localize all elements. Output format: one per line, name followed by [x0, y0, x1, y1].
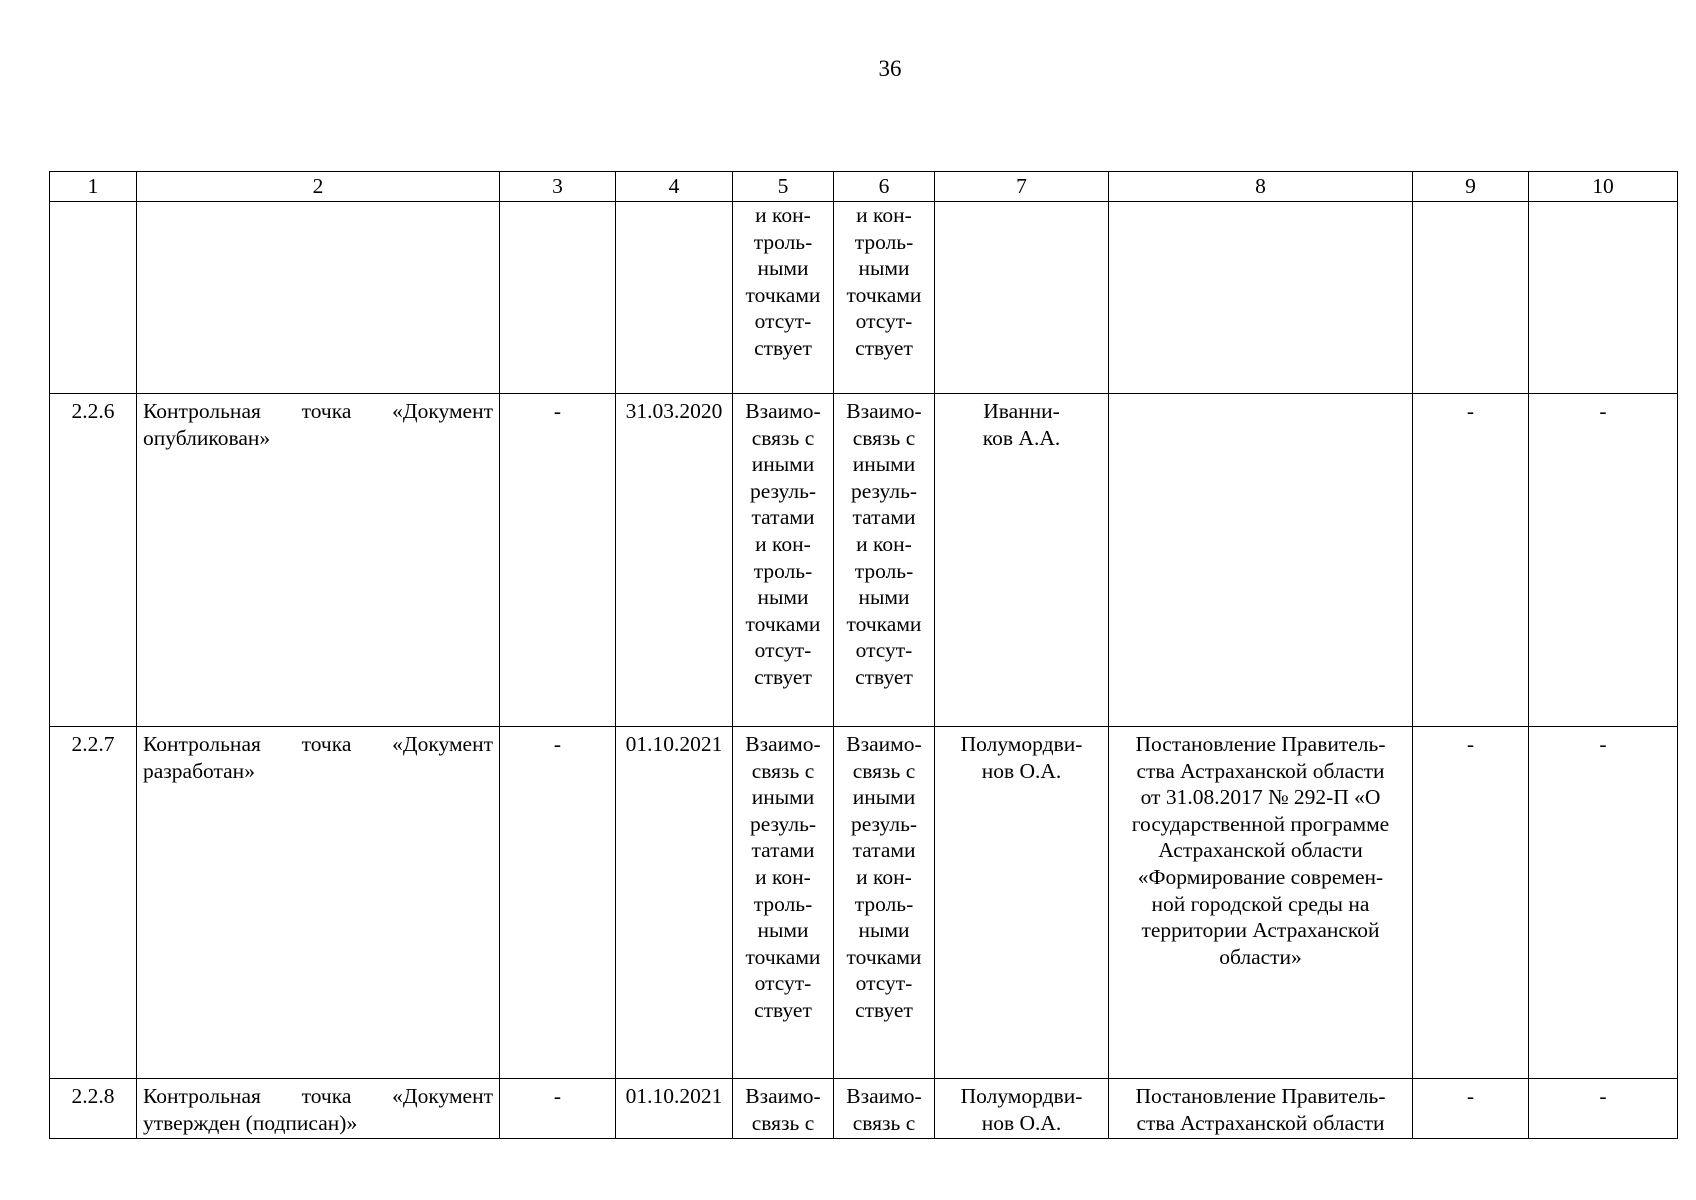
- column-header: 2: [137, 172, 500, 202]
- row-date: [616, 202, 733, 394]
- column-header: 7: [935, 172, 1109, 202]
- column-header: 8: [1109, 172, 1413, 202]
- row-col6: Взаимо- связь с иными резуль- татами и кон- троль- ными точками отсут- ствует: [834, 727, 935, 1079]
- row-col9: [1413, 202, 1529, 394]
- row-name: Контрольная точка «Документ опубликован»: [137, 394, 500, 727]
- table-row: [50, 394, 1678, 727]
- plan-table: [49, 171, 1678, 1139]
- column-header: 10: [1529, 172, 1678, 202]
- row-col3: -: [500, 394, 616, 727]
- column-header: 6: [834, 172, 935, 202]
- row-responsible: Иванни- ков А.А.: [935, 394, 1109, 727]
- row-basis: [1109, 202, 1413, 394]
- row-col3: -: [500, 727, 616, 1079]
- table-row: [50, 202, 1678, 394]
- table-row: [50, 727, 1678, 1079]
- row-name: Контрольная точка «Документ разработан»: [137, 727, 500, 1079]
- row-basis: Постановление Правитель- ства Астраханской области от 31.08.2017 № 292-П «О государственной программе Астраханской области «Формирование современ- ной городской среды на территории Астраханской области»: [1109, 727, 1413, 1079]
- column-header: 3: [500, 172, 616, 202]
- row-col10: -: [1529, 727, 1678, 1079]
- row-col9: -: [1413, 727, 1529, 1079]
- row-col3: [500, 202, 616, 394]
- row-col6: Взаимо- связь с: [834, 1079, 935, 1139]
- column-header: 9: [1413, 172, 1529, 202]
- row-col9: -: [1413, 394, 1529, 727]
- row-basis: Постановление Правитель- ства Астраханской области: [1109, 1079, 1413, 1139]
- row-col10: -: [1529, 394, 1678, 727]
- row-col5: Взаимо- связь с иными резуль- татами и кон- троль- ными точками отсут- ствует: [733, 727, 834, 1079]
- row-col6: Взаимо- связь с иными резуль- татами и кон- троль- ными точками отсут- ствует: [834, 394, 935, 727]
- row-col5: Взаимо- связь с иными резуль- татами и кон- троль- ными точками отсут- ствует: [733, 394, 834, 727]
- column-header: 5: [733, 172, 834, 202]
- row-date: 31.03.2020: [616, 394, 733, 727]
- row-col10: [1529, 202, 1678, 394]
- row-col3: -: [500, 1079, 616, 1139]
- row-responsible: Полумордви- нов О.А.: [935, 1079, 1109, 1139]
- row-name: Контрольная точка «Документ утвержден (подписан)»: [137, 1079, 500, 1139]
- row-basis: [1109, 394, 1413, 727]
- table-row: [50, 1079, 1678, 1139]
- row-col10: -: [1529, 1079, 1678, 1139]
- row-number: 2.2.7: [50, 727, 137, 1079]
- row-name: [137, 202, 500, 394]
- row-responsible: Полумордви- нов О.А.: [935, 727, 1109, 1079]
- column-header: 4: [616, 172, 733, 202]
- row-date: 01.10.2021: [616, 1079, 733, 1139]
- row-number: 2.2.6: [50, 394, 137, 727]
- row-col6: и кон- троль- ными точками отсут- ствует: [834, 202, 935, 394]
- row-responsible: [935, 202, 1109, 394]
- row-number: 2.2.8: [50, 1079, 137, 1139]
- page-number: 36: [878, 56, 902, 81]
- row-col5: Взаимо- связь с: [733, 1079, 834, 1139]
- column-header: 1: [50, 172, 137, 202]
- row-col5: и кон- троль- ными точками отсут- ствует: [733, 202, 834, 394]
- row-number: [50, 202, 137, 394]
- row-date: 01.10.2021: [616, 727, 733, 1079]
- column-number-row: [50, 172, 1678, 202]
- row-col9: -: [1413, 1079, 1529, 1139]
